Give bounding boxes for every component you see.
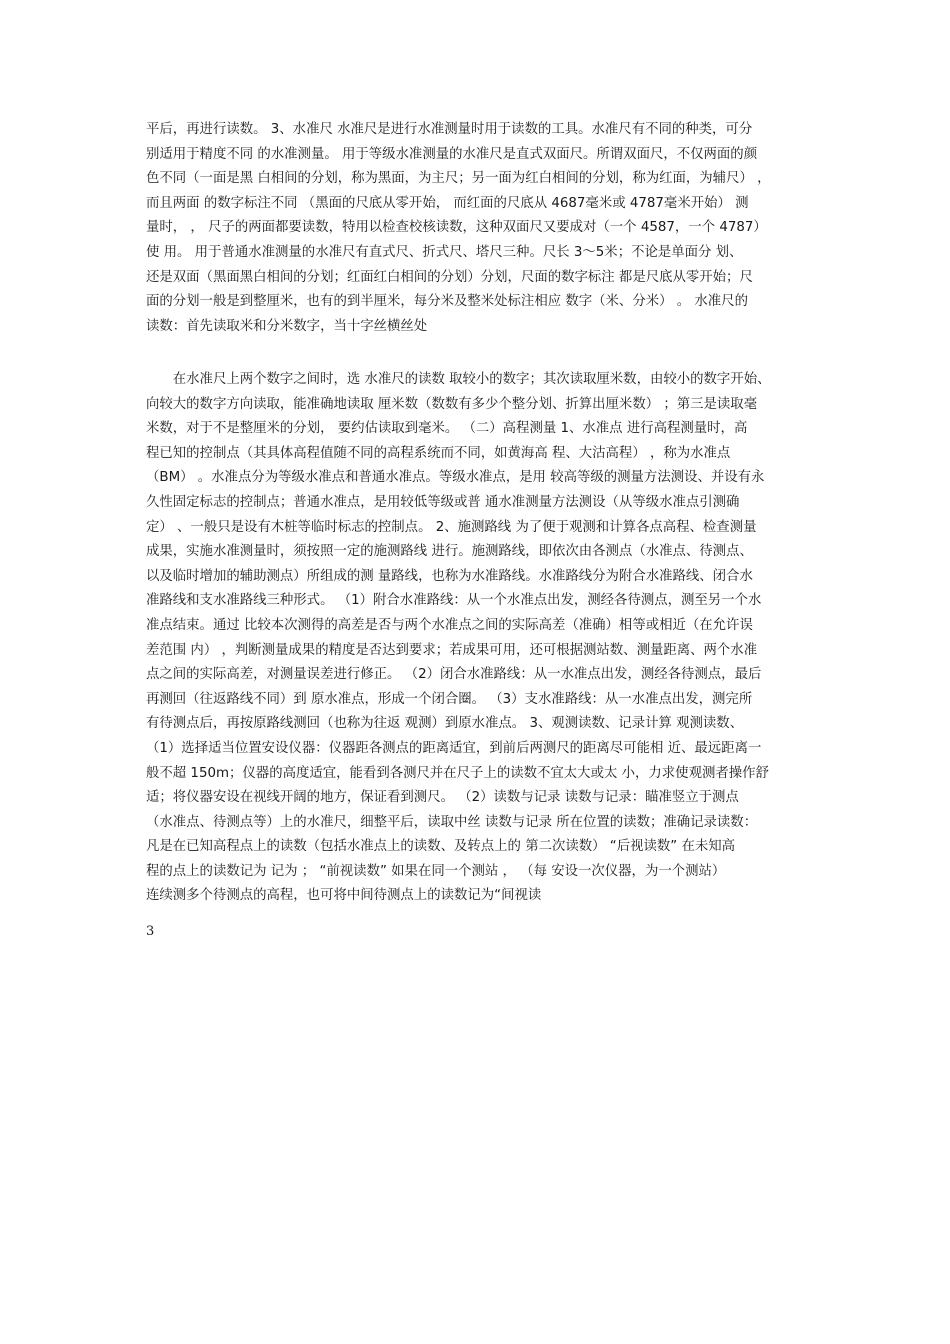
text-line: 准路线和支水准路线三种形式。 （1）附合水准路线：从一个水准点出发，测经各待测点，测至另一个水	[146, 593, 762, 609]
text-line: 米数，对于不是整厘米的分划， 要约估读取到毫米。 （二）高程测量 1、水准点 进行高程测量时，高	[146, 421, 748, 437]
paragraph-2	[146, 368, 810, 909]
text-line: 久性固定标志的控制点；普通水准点，是用较低等级或普 通水准测量方法测设（从等级水准点引测确	[146, 494, 740, 510]
text-line: （水准点、待测点等）上的水准尺，细整平后，读取中丝 读数与记录 所在位置的读数；准确记录读数：	[146, 814, 758, 830]
text-line: 而且两面 的数字标注不同 （黑面的尺底从零开始， 而红面的尺底从 4687毫米或 4787毫米开始） 测	[146, 195, 749, 211]
text-line: 准点结束。通过 比较本次测得的高差是否与两个水准点之间的实际高差（准确）相等或相近（在允许误	[146, 617, 753, 633]
text-line: 定） 、一般只是设有木桩等临时标志的控制点。 2、施测路线 为了便于观测和计算各点高程、检查测量	[146, 519, 757, 535]
text-line: 读数：首先读取米和分米数字，当十字丝横丝处	[146, 318, 428, 334]
text-line: 凡是在已知高程点上的读数（包括水准点上的读数、及转点上的 第二次读数） “后视读数” 在未知高	[146, 839, 736, 855]
text-line: 以及临时增加的辅助测点）所组成的测 量路线，也称为水准路线。水准路线分为附合水准路线、闭合水	[146, 568, 753, 584]
text-line: 还是双面（黑面黑白相间的分划；红面红白相间的分划）分划，尺面的数字标注 都是尺底从零开始；尺	[146, 269, 753, 285]
paragraph-1	[146, 118, 810, 339]
text-line: 成果，实施水准测量时，须按照一定的施测路线 进行。施测路线，即依次由各测点（水准点、待测点、	[146, 544, 753, 560]
text-line: 量时， ， 尺子的两面都要读数，特用以检查校核读数，这种双面尺又要成对（一个 4587，一个 4787）	[146, 220, 767, 236]
text-line: （1）选择适当位置安设仪器：仪器距各测点的距离适宜，到前后两测尺的距离尽可能相 近、最远距离一	[146, 740, 762, 756]
text-line: 有待测点后，再按原路线测回（也称为往返 观测）到原水准点。 3、观测读数、记录计算 观测读数、	[146, 716, 744, 732]
text-line: 在水准尺上两个数字之间时，选 水准尺的读数 取较小的数字；其次读取厘米数，由较小的数字开始、	[146, 372, 771, 387]
text-line: 色不同（一面是黑 白相间的分划，称为黑面，为主尺；另一面为红白相间的分划，称为红面，为辅尺） ，	[146, 171, 771, 187]
text-line: 差范围 内） ，判断测量成果的精度是否达到要求；若成果可用，还可根据测站数、测量距离、两个水准	[146, 642, 758, 658]
text-line: 向较大的数字方向读取，能准确地读取 厘米数（数数有多少个整分划、折算出厘米数） ；第三是读取毫	[146, 396, 758, 412]
page-number: 3	[146, 924, 155, 939]
text-line: 别适用于精度不同 的水准测量。 用于等级水准测量的水准尺是直式双面尺。所谓双面尺，不仅两面的颜	[146, 146, 758, 162]
text-line: 程已知的控制点（其具体高程值随不同的高程系统而不同，如黄海高 程、大沽高程） ，称为水准点	[146, 445, 731, 461]
text-line: 点之间的实际高差，对测量误差进行修正。 （2）闭合水准路线：从一水准点出发，测经各待测点，最后	[146, 667, 762, 683]
text-line: 再测回（往返路线不同）到 原水准点，形成一个闭合圈。 （3）支水准路线：从一水准点出发，测完所	[146, 691, 753, 707]
text-line: 般不超 150m；仪器的高度适宜，能看到各测尺并在尺子上的读数不宜太大或太 小，力求使观测者操作舒	[146, 765, 769, 781]
text-line: 适；将仪器安设在视线开阔的地方，保证看到测尺。 （2）读数与记录 读数与记录：瞄准竖立于测点	[146, 790, 739, 806]
text-line: 连续测多个待测点的高程，也可将中间待测点上的读数记为“间视读	[146, 888, 542, 904]
text-line: 平后，再进行读数。 3、水准尺 水准尺是进行水准测量时用于读数的工具。水准尺有不同的种类，可分	[146, 122, 753, 137]
text-line: （BM） 。水准点分为等级水准点和普通水准点。等级水准点，是用 较高等级的测量方法测设、并设有永	[146, 470, 765, 486]
text-line: 使 用。 用于普通水准测量的水准尺有直式尺、折式尺、塔尺三种。尺长 3～5米；不论是单面分 划、	[146, 244, 743, 260]
text-line: 程的点上的读数记为 记为 ； “前视读数” 如果在同一个测站 ， （每 安设一次仪器，为一个测站）	[146, 863, 726, 879]
text-line: 面的分划一般是到整厘米，也有的到半厘米，每分米及整米处标注相应 数字（米、分米） 。 水准尺的	[146, 294, 748, 310]
